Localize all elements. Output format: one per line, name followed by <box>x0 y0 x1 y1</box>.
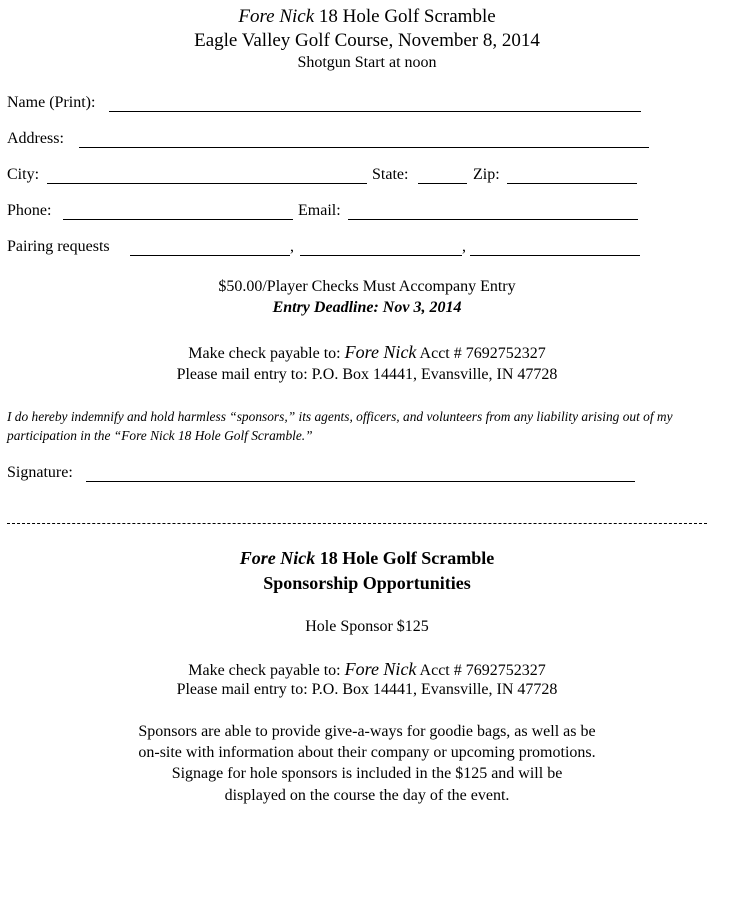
pairing-label: Pairing requests <box>7 238 110 255</box>
signature-label: Signature: <box>7 464 73 481</box>
zip-label: Zip: <box>473 166 500 183</box>
sponsorship-subtitle: Sponsorship Opportunities <box>263 573 471 593</box>
name-field[interactable] <box>7 94 647 114</box>
waiver-text: I do hereby indemnify and hold harmless “sponsors,” its agents, officers, and volunteers from any liability arising out of my participation in the “Fore Nick 18 Hole Golf Scramble.” <box>7 409 673 443</box>
pairing-line-2[interactable] <box>300 255 462 256</box>
course-date: Eagle Valley Golf Course, November 8, 2014 <box>194 30 540 51</box>
mail-address: Please mail entry to: P.O. Box 14441, Evansville, IN 47728 <box>176 366 558 383</box>
sponsor-payable-name: Fore Nick <box>344 659 417 679</box>
sponsor-mail-address: Please mail entry to: P.O. Box 14441, Evansville, IN 47728 <box>176 681 558 698</box>
address-label: Address: <box>7 130 64 147</box>
city-label: City: <box>7 166 40 183</box>
entry-fee: $50.00/Player Checks Must Accompany Entry <box>218 278 516 295</box>
pairing-comma-1: , <box>290 238 294 255</box>
name-line[interactable] <box>109 111 641 112</box>
email-line[interactable] <box>348 219 638 220</box>
event-name-rest: 18 Hole Golf Scramble <box>314 6 496 27</box>
check-payable <box>0 342 734 363</box>
sponsor-desc-line-2: on-site with information about their company or upcoming promotions. <box>138 744 596 761</box>
phone-line[interactable] <box>63 219 293 220</box>
hole-sponsor-price: Hole Sponsor $125 <box>305 618 429 635</box>
event-name-italic: Fore Nick <box>238 6 315 27</box>
sponsor-check-payable <box>0 659 734 680</box>
sponsor-desc-line-4: displayed on the course the day of the event. <box>224 787 510 804</box>
payable-prefix: Make check payable to: <box>188 345 345 362</box>
start-info: Shotgun Start at noon <box>297 54 437 71</box>
city-line[interactable] <box>47 183 367 184</box>
pairing-comma-2: , <box>462 238 466 255</box>
pairing-line-3[interactable] <box>470 255 640 256</box>
zip-line[interactable] <box>507 183 637 184</box>
sponsor-desc-line-1: Sponsors are able to provide give-a-ways for goodie bags, as well as be <box>138 723 596 740</box>
city-state-zip-row <box>7 166 647 186</box>
entry-deadline: Entry Deadline: Nov 3, 2014 <box>272 299 462 316</box>
sponsorship-title-rest: 18 Hole Golf Scramble <box>315 548 495 568</box>
signature-line[interactable] <box>86 481 635 482</box>
address-line[interactable] <box>79 147 649 148</box>
state-label: State: <box>372 166 409 183</box>
cut-line-divider <box>7 509 707 524</box>
sponsorship-title-italic: Fore Nick <box>239 548 316 568</box>
state-line[interactable] <box>418 183 467 184</box>
signature-field[interactable] <box>7 464 647 484</box>
event-title <box>0 6 734 28</box>
sponsorship-title <box>0 548 734 569</box>
sponsor-payable-prefix: Make check payable to: <box>188 662 345 679</box>
sponsor-desc-line-3: Signage for hole sponsors is included in the $125 and will be <box>171 765 563 782</box>
name-label: Name (Print): <box>7 94 96 111</box>
phone-label: Phone: <box>7 202 52 219</box>
email-label: Email: <box>298 202 341 219</box>
pairing-line-1[interactable] <box>130 255 290 256</box>
address-field[interactable] <box>7 130 657 150</box>
phone-email-row <box>7 202 647 222</box>
payable-acct: Acct # 7692752327 <box>416 345 546 362</box>
pairing-row <box>7 238 647 258</box>
payable-name: Fore Nick <box>344 342 417 362</box>
sponsor-payable-acct: Acct # 7692752327 <box>416 662 546 679</box>
